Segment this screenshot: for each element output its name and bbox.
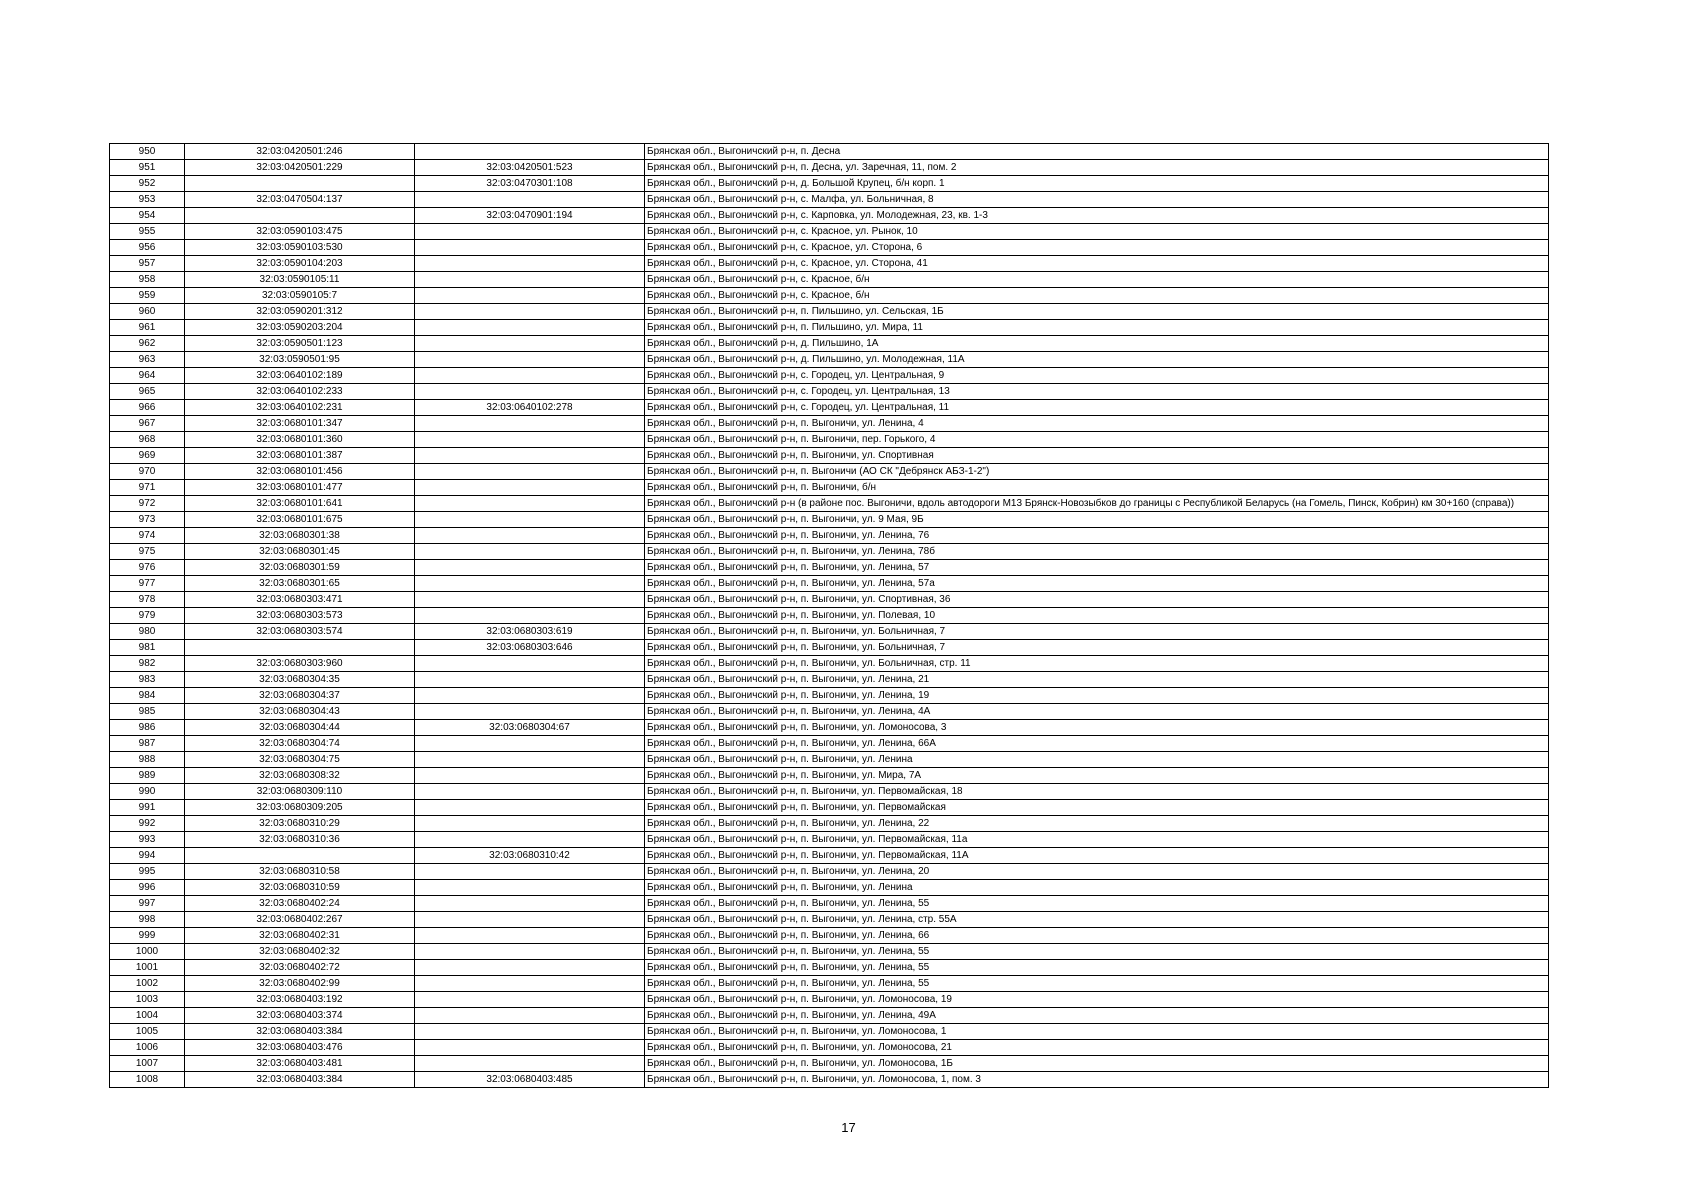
row-number-cell: 1002 xyxy=(110,976,185,992)
row-number-cell: 958 xyxy=(110,272,185,288)
building-number-cell: 32:03:0680304:67 xyxy=(415,720,645,736)
row-number-cell: 976 xyxy=(110,560,185,576)
building-number-cell xyxy=(415,320,645,336)
cadastral-number-cell: 32:03:0680402:24 xyxy=(185,896,415,912)
building-number-cell xyxy=(415,896,645,912)
cadastral-number-cell: 32:03:0680304:37 xyxy=(185,688,415,704)
address-cell: Брянская обл., Выгоничский р-н, п. Выгоничи (АО СК "Дебрянск АБЗ-1-2") xyxy=(645,464,1549,480)
table-row xyxy=(110,800,1549,816)
row-number-cell: 973 xyxy=(110,512,185,528)
table-row xyxy=(110,144,1549,160)
address-cell: Брянская обл., Выгоничский р-н, п. Выгоничи, ул. Ленина xyxy=(645,752,1549,768)
address-cell: Брянская обл., Выгоничский р-н, п. Десна, ул. Заречная, 11, пом. 2 xyxy=(645,160,1549,176)
cadastral-number-cell: 32:03:0680403:384 xyxy=(185,1072,415,1088)
address-cell: Брянская обл., Выгоничский р-н, с. Красное, б/н xyxy=(645,272,1549,288)
table-row xyxy=(110,864,1549,880)
address-cell: Брянская обл., Выгоничский р-н, п. Выгоничи, ул. Ломоносова, 19 xyxy=(645,992,1549,1008)
cadastral-number-cell: 32:03:0680301:65 xyxy=(185,576,415,592)
building-number-cell xyxy=(415,512,645,528)
building-number-cell xyxy=(415,928,645,944)
table-row xyxy=(110,208,1549,224)
building-number-cell xyxy=(415,752,645,768)
row-number-cell: 1006 xyxy=(110,1040,185,1056)
building-number-cell: 32:03:0680303:646 xyxy=(415,640,645,656)
cadastral-number-cell xyxy=(185,176,415,192)
building-number-cell xyxy=(415,192,645,208)
building-number-cell xyxy=(415,704,645,720)
building-number-cell xyxy=(415,576,645,592)
cadastral-number-cell: 32:03:0680402:32 xyxy=(185,944,415,960)
row-number-cell: 1005 xyxy=(110,1024,185,1040)
address-cell: Брянская обл., Выгоничский р-н, п. Десна xyxy=(645,144,1549,160)
cadastral-number-cell: 32:03:0590105:11 xyxy=(185,272,415,288)
row-number-cell: 1004 xyxy=(110,1008,185,1024)
cadastral-number-cell: 32:03:0680402:99 xyxy=(185,976,415,992)
table-row xyxy=(110,928,1549,944)
cadastral-number-cell: 32:03:0680304:74 xyxy=(185,736,415,752)
cadastral-number-cell: 32:03:0680101:360 xyxy=(185,432,415,448)
row-number-cell: 991 xyxy=(110,800,185,816)
cadastral-number-cell: 32:03:0680303:573 xyxy=(185,608,415,624)
row-number-cell: 979 xyxy=(110,608,185,624)
row-number-cell: 1007 xyxy=(110,1056,185,1072)
cadastral-number-cell: 32:03:0640102:233 xyxy=(185,384,415,400)
building-number-cell xyxy=(415,240,645,256)
row-number-cell: 981 xyxy=(110,640,185,656)
building-number-cell xyxy=(415,688,645,704)
building-number-cell xyxy=(415,1008,645,1024)
cadastral-number-cell xyxy=(185,208,415,224)
cadastral-number-cell: 32:03:0680101:675 xyxy=(185,512,415,528)
address-cell: Брянская обл., Выгоничский р-н, с. Городец, ул. Центральная, 11 xyxy=(645,400,1549,416)
building-number-cell xyxy=(415,736,645,752)
cadastral-number-cell: 32:03:0680310:59 xyxy=(185,880,415,896)
row-number-cell: 997 xyxy=(110,896,185,912)
building-number-cell xyxy=(415,288,645,304)
building-number-cell xyxy=(415,912,645,928)
cadastral-number-cell: 32:03:0590104:203 xyxy=(185,256,415,272)
address-cell: Брянская обл., Выгоничский р-н, п. Выгоничи, ул. Ленина, 66 xyxy=(645,928,1549,944)
cadastral-number-cell: 32:03:0640102:189 xyxy=(185,368,415,384)
address-cell: Брянская обл., Выгоничский р-н, п. Выгоничи, ул. Ленина, 20 xyxy=(645,864,1549,880)
table-row xyxy=(110,672,1549,688)
address-cell: Брянская обл., Выгоничский р-н, с. Красное, ул. Рынок, 10 xyxy=(645,224,1549,240)
building-number-cell xyxy=(415,352,645,368)
address-cell: Брянская обл., Выгоничский р-н, п. Выгоничи, ул. Ленина, 55 xyxy=(645,896,1549,912)
table-row xyxy=(110,592,1549,608)
address-cell: Брянская обл., Выгоничский р-н, с. Городец, ул. Центральная, 9 xyxy=(645,368,1549,384)
building-number-cell: 32:03:0470901:194 xyxy=(415,208,645,224)
cadastral-number-cell: 32:03:0470504:137 xyxy=(185,192,415,208)
building-number-cell xyxy=(415,880,645,896)
row-number-cell: 987 xyxy=(110,736,185,752)
table-row xyxy=(110,368,1549,384)
address-cell: Брянская обл., Выгоничский р-н, п. Выгоничи, ул. Ленина, 57а xyxy=(645,576,1549,592)
address-cell: Брянская обл., Выгоничский р-н, с. Красное, б/н xyxy=(645,288,1549,304)
address-cell: Брянская обл., Выгоничский р-н, п. Выгоничи, ул. Ленина, 49А xyxy=(645,1008,1549,1024)
cadastral-number-cell: 32:03:0680310:36 xyxy=(185,832,415,848)
cadastral-number-cell: 32:03:0680101:641 xyxy=(185,496,415,512)
building-number-cell xyxy=(415,976,645,992)
address-cell: Брянская обл., Выгоничский р-н, п. Выгоничи, ул. Ленина xyxy=(645,880,1549,896)
row-number-cell: 977 xyxy=(110,576,185,592)
table-row xyxy=(110,640,1549,656)
address-cell: Брянская обл., Выгоничский р-н, п. Выгоничи, ул. Полевая, 10 xyxy=(645,608,1549,624)
cadastral-number-cell: 32:03:0680101:477 xyxy=(185,480,415,496)
table-row xyxy=(110,704,1549,720)
address-cell: Брянская обл., Выгоничский р-н, д. Пильшино, ул. Молодежная, 11А xyxy=(645,352,1549,368)
address-cell: Брянская обл., Выгоничский р-н, п. Выгоничи, пер. Горького, 4 xyxy=(645,432,1549,448)
table-row xyxy=(110,688,1549,704)
building-number-cell xyxy=(415,672,645,688)
table-row xyxy=(110,416,1549,432)
row-number-cell: 998 xyxy=(110,912,185,928)
cadastral-number-cell: 32:03:0680403:476 xyxy=(185,1040,415,1056)
row-number-cell: 957 xyxy=(110,256,185,272)
row-number-cell: 967 xyxy=(110,416,185,432)
table-row xyxy=(110,1008,1549,1024)
building-number-cell: 32:03:0680403:485 xyxy=(415,1072,645,1088)
page-number: 17 xyxy=(841,1120,856,1135)
row-number-cell: 999 xyxy=(110,928,185,944)
row-number-cell: 951 xyxy=(110,160,185,176)
row-number-cell: 983 xyxy=(110,672,185,688)
building-number-cell xyxy=(415,960,645,976)
row-number-cell: 972 xyxy=(110,496,185,512)
table-row xyxy=(110,224,1549,240)
cadastral-number-cell: 32:03:0680309:110 xyxy=(185,784,415,800)
address-cell: Брянская обл., Выгоничский р-н, п. Выгоничи, ул. Ломоносова, 1, пом. 3 xyxy=(645,1072,1549,1088)
table-row xyxy=(110,992,1549,1008)
cadastral-number-cell: 32:03:0680403:374 xyxy=(185,1008,415,1024)
address-cell: Брянская обл., Выгоничский р-н, п. Выгоничи, ул. Спортивная xyxy=(645,448,1549,464)
table-row xyxy=(110,912,1549,928)
address-cell: Брянская обл., Выгоничский р-н, с. Карповка, ул. Молодежная, 23, кв. 1-3 xyxy=(645,208,1549,224)
building-number-cell: 32:03:0680310:42 xyxy=(415,848,645,864)
row-number-cell: 961 xyxy=(110,320,185,336)
table-row xyxy=(110,1072,1549,1088)
address-cell: Брянская обл., Выгоничский р-н, п. Выгоничи, б/н xyxy=(645,480,1549,496)
address-cell: Брянская обл., Выгоничский р-н, п. Выгоничи, ул. Ленина, 4 xyxy=(645,416,1549,432)
building-number-cell xyxy=(415,496,645,512)
row-number-cell: 975 xyxy=(110,544,185,560)
row-number-cell: 989 xyxy=(110,768,185,784)
address-cell: Брянская обл., Выгоничский р-н (в районе пос. Выгоничи, вдоль автодороги М13 Брянск-Новозыбков до границы с Республикой Беларусь (на Гомель, Пинск, Кобрин) км 30+160 (справа)) xyxy=(645,496,1549,512)
building-number-cell xyxy=(415,144,645,160)
table-row xyxy=(110,752,1549,768)
address-cell: Брянская обл., Выгоничский р-н, п. Выгоничи, ул. Ломоносова, 1 xyxy=(645,1024,1549,1040)
cadastral-number-cell: 32:03:0680303:574 xyxy=(185,624,415,640)
building-number-cell xyxy=(415,608,645,624)
table-row xyxy=(110,352,1549,368)
cadastral-number-cell: 32:03:0680402:31 xyxy=(185,928,415,944)
registry-table-body xyxy=(110,144,1549,1088)
table-row xyxy=(110,720,1549,736)
address-cell: Брянская обл., Выгоничский р-н, п. Выгоничи, ул. Ломоносова, 3 xyxy=(645,720,1549,736)
row-number-cell: 965 xyxy=(110,384,185,400)
row-number-cell: 993 xyxy=(110,832,185,848)
cadastral-number-cell: 32:03:0590501:95 xyxy=(185,352,415,368)
cadastral-number-cell: 32:03:0680101:387 xyxy=(185,448,415,464)
row-number-cell: 984 xyxy=(110,688,185,704)
row-number-cell: 970 xyxy=(110,464,185,480)
row-number-cell: 1000 xyxy=(110,944,185,960)
building-number-cell xyxy=(415,368,645,384)
address-cell: Брянская обл., Выгоничский р-н, д. Пильшино, 1А xyxy=(645,336,1549,352)
cadastral-number-cell: 32:03:0590103:530 xyxy=(185,240,415,256)
cadastral-number-cell xyxy=(185,640,415,656)
building-number-cell xyxy=(415,1040,645,1056)
table-row xyxy=(110,240,1549,256)
cadastral-number-cell: 32:03:0640102:231 xyxy=(185,400,415,416)
table-row xyxy=(110,272,1549,288)
building-number-cell xyxy=(415,448,645,464)
address-cell: Брянская обл., Выгоничский р-н, п. Выгоничи, ул. Ленина, 76 xyxy=(645,528,1549,544)
cadastral-number-cell: 32:03:0420501:246 xyxy=(185,144,415,160)
table-row xyxy=(110,848,1549,864)
cadastral-number-cell: 32:03:0590501:123 xyxy=(185,336,415,352)
table-row xyxy=(110,256,1549,272)
building-number-cell xyxy=(415,944,645,960)
address-cell: Брянская обл., Выгоничский р-н, п. Выгоничи, ул. Ленина, 66А xyxy=(645,736,1549,752)
cadastral-number-cell: 32:03:0680309:205 xyxy=(185,800,415,816)
building-number-cell xyxy=(415,800,645,816)
row-number-cell: 982 xyxy=(110,656,185,672)
building-number-cell xyxy=(415,816,645,832)
address-cell: Брянская обл., Выгоничский р-н, с. Малфа, ул. Больничная, 8 xyxy=(645,192,1549,208)
building-number-cell xyxy=(415,432,645,448)
table-row xyxy=(110,656,1549,672)
table-row xyxy=(110,896,1549,912)
building-number-cell xyxy=(415,272,645,288)
cadastral-number-cell: 32:03:0680403:384 xyxy=(185,1024,415,1040)
table-row xyxy=(110,1040,1549,1056)
building-number-cell xyxy=(415,464,645,480)
cadastral-number-cell: 32:03:0680403:481 xyxy=(185,1056,415,1072)
row-number-cell: 955 xyxy=(110,224,185,240)
table-row xyxy=(110,1056,1549,1072)
row-number-cell: 968 xyxy=(110,432,185,448)
address-cell: Брянская обл., Выгоничский р-н, п. Выгоничи, ул. Ломоносова, 1Б xyxy=(645,1056,1549,1072)
building-number-cell xyxy=(415,528,645,544)
building-number-cell: 32:03:0470301:108 xyxy=(415,176,645,192)
table-row xyxy=(110,608,1549,624)
table-row xyxy=(110,784,1549,800)
table-row xyxy=(110,320,1549,336)
address-cell: Брянская обл., Выгоничский р-н, п. Выгоничи, ул. Ленина, 19 xyxy=(645,688,1549,704)
row-number-cell: 966 xyxy=(110,400,185,416)
cadastral-number-cell xyxy=(185,848,415,864)
row-number-cell: 990 xyxy=(110,784,185,800)
table-row xyxy=(110,1024,1549,1040)
row-number-cell: 988 xyxy=(110,752,185,768)
cadastral-number-cell: 32:03:0680304:35 xyxy=(185,672,415,688)
row-number-cell: 974 xyxy=(110,528,185,544)
address-cell: Брянская обл., Выгоничский р-н, п. Выгоничи, ул. Ломоносова, 21 xyxy=(645,1040,1549,1056)
table-row xyxy=(110,832,1549,848)
table-row xyxy=(110,176,1549,192)
cadastral-number-cell: 32:03:0680403:192 xyxy=(185,992,415,1008)
row-number-cell: 994 xyxy=(110,848,185,864)
row-number-cell: 1001 xyxy=(110,960,185,976)
table-row xyxy=(110,192,1549,208)
cadastral-number-cell: 32:03:0680303:960 xyxy=(185,656,415,672)
building-number-cell: 32:03:0680303:619 xyxy=(415,624,645,640)
table-row xyxy=(110,560,1549,576)
address-cell: Брянская обл., Выгоничский р-н, п. Выгоничи, ул. Первомайская xyxy=(645,800,1549,816)
table-row xyxy=(110,480,1549,496)
address-cell: Брянская обл., Выгоничский р-н, с. Красное, ул. Сторона, 41 xyxy=(645,256,1549,272)
address-cell: Брянская обл., Выгоничский р-н, п. Выгоничи, ул. 9 Мая, 9Б xyxy=(645,512,1549,528)
cadastral-number-cell: 32:03:0420501:229 xyxy=(185,160,415,176)
row-number-cell: 952 xyxy=(110,176,185,192)
table-row xyxy=(110,400,1549,416)
row-number-cell: 995 xyxy=(110,864,185,880)
cadastral-number-cell: 32:03:0680308:32 xyxy=(185,768,415,784)
row-number-cell: 969 xyxy=(110,448,185,464)
address-cell: Брянская обл., Выгоничский р-н, п. Выгоничи, ул. Первомайская, 11А xyxy=(645,848,1549,864)
address-cell: Брянская обл., Выгоничский р-н, п. Выгоничи, ул. Первомайская, 18 xyxy=(645,784,1549,800)
address-cell: Брянская обл., Выгоничский р-н, п. Выгоничи, ул. Ленина, 22 xyxy=(645,816,1549,832)
row-number-cell: 978 xyxy=(110,592,185,608)
address-cell: Брянская обл., Выгоничский р-н, п. Пильшино, ул. Сельская, 1Б xyxy=(645,304,1549,320)
registry-table xyxy=(109,143,1549,1088)
address-cell: Брянская обл., Выгоничский р-н, п. Выгоничи, ул. Ленина, 55 xyxy=(645,976,1549,992)
address-cell: Брянская обл., Выгоничский р-н, п. Выгоничи, ул. Больничная, 7 xyxy=(645,640,1549,656)
row-number-cell: 986 xyxy=(110,720,185,736)
row-number-cell: 950 xyxy=(110,144,185,160)
table-row xyxy=(110,816,1549,832)
table-row xyxy=(110,976,1549,992)
building-number-cell xyxy=(415,256,645,272)
building-number-cell xyxy=(415,592,645,608)
address-cell: Брянская обл., Выгоничский р-н, п. Выгоничи, ул. Ленина, 78б xyxy=(645,544,1549,560)
building-number-cell xyxy=(415,992,645,1008)
row-number-cell: 954 xyxy=(110,208,185,224)
address-cell: Брянская обл., Выгоничский р-н, с. Городец, ул. Центральная, 13 xyxy=(645,384,1549,400)
cadastral-number-cell: 32:03:0680304:44 xyxy=(185,720,415,736)
building-number-cell xyxy=(415,544,645,560)
building-number-cell xyxy=(415,224,645,240)
address-cell: Брянская обл., Выгоничский р-н, п. Выгоничи, ул. Больничная, 7 xyxy=(645,624,1549,640)
row-number-cell: 1008 xyxy=(110,1072,185,1088)
table-row xyxy=(110,528,1549,544)
cadastral-number-cell: 32:03:0590103:475 xyxy=(185,224,415,240)
address-cell: Брянская обл., Выгоничский р-н, д. Большой Крупец, б/н корп. 1 xyxy=(645,176,1549,192)
table-row xyxy=(110,736,1549,752)
row-number-cell: 960 xyxy=(110,304,185,320)
building-number-cell xyxy=(415,480,645,496)
building-number-cell: 32:03:0640102:278 xyxy=(415,400,645,416)
row-number-cell: 1003 xyxy=(110,992,185,1008)
cadastral-number-cell: 32:03:0680101:456 xyxy=(185,464,415,480)
row-number-cell: 959 xyxy=(110,288,185,304)
building-number-cell xyxy=(415,384,645,400)
table-row xyxy=(110,432,1549,448)
table-row xyxy=(110,960,1549,976)
row-number-cell: 956 xyxy=(110,240,185,256)
table-row xyxy=(110,288,1549,304)
cadastral-number-cell: 32:03:0680301:45 xyxy=(185,544,415,560)
cadastral-number-cell: 32:03:0680303:471 xyxy=(185,592,415,608)
building-number-cell xyxy=(415,560,645,576)
building-number-cell xyxy=(415,304,645,320)
table-row xyxy=(110,544,1549,560)
building-number-cell xyxy=(415,656,645,672)
row-number-cell: 964 xyxy=(110,368,185,384)
row-number-cell: 980 xyxy=(110,624,185,640)
address-cell: Брянская обл., Выгоничский р-н, п. Выгоничи, ул. Первомайская, 11а xyxy=(645,832,1549,848)
cadastral-number-cell: 32:03:0680310:58 xyxy=(185,864,415,880)
table-row xyxy=(110,384,1549,400)
table-row xyxy=(110,448,1549,464)
address-cell: Брянская обл., Выгоничский р-н, п. Выгоничи, ул. Больничная, стр. 11 xyxy=(645,656,1549,672)
building-number-cell xyxy=(415,336,645,352)
address-cell: Брянская обл., Выгоничский р-н, п. Выгоничи, ул. Ленина, 55 xyxy=(645,944,1549,960)
row-number-cell: 963 xyxy=(110,352,185,368)
building-number-cell xyxy=(415,1056,645,1072)
table-row xyxy=(110,160,1549,176)
table-row xyxy=(110,624,1549,640)
cadastral-number-cell: 32:03:0590201:312 xyxy=(185,304,415,320)
address-cell: Брянская обл., Выгоничский р-н, п. Выгоничи, ул. Ленина, стр. 55А xyxy=(645,912,1549,928)
cadastral-number-cell: 32:03:0680301:38 xyxy=(185,528,415,544)
address-cell: Брянская обл., Выгоничский р-н, п. Выгоничи, ул. Ленина, 4А xyxy=(645,704,1549,720)
row-number-cell: 953 xyxy=(110,192,185,208)
building-number-cell xyxy=(415,784,645,800)
cadastral-number-cell: 32:03:0680402:72 xyxy=(185,960,415,976)
cadastral-number-cell: 32:03:0590203:204 xyxy=(185,320,415,336)
cadastral-number-cell: 32:03:0680402:267 xyxy=(185,912,415,928)
table-row xyxy=(110,944,1549,960)
building-number-cell xyxy=(415,768,645,784)
row-number-cell: 985 xyxy=(110,704,185,720)
address-cell: Брянская обл., Выгоничский р-н, п. Выгоничи, ул. Спортивная, 36 xyxy=(645,592,1549,608)
address-cell: Брянская обл., Выгоничский р-н, п. Выгоничи, ул. Ленина, 55 xyxy=(645,960,1549,976)
table-row xyxy=(110,336,1549,352)
building-number-cell xyxy=(415,416,645,432)
row-number-cell: 992 xyxy=(110,816,185,832)
address-cell: Брянская обл., Выгоничский р-н, п. Выгоничи, ул. Ленина, 57 xyxy=(645,560,1549,576)
table-row xyxy=(110,496,1549,512)
table-row xyxy=(110,880,1549,896)
building-number-cell xyxy=(415,832,645,848)
address-cell: Брянская обл., Выгоничский р-н, с. Красное, ул. Сторона, 6 xyxy=(645,240,1549,256)
building-number-cell: 32:03:0420501:523 xyxy=(415,160,645,176)
table-row xyxy=(110,304,1549,320)
cadastral-number-cell: 32:03:0680304:43 xyxy=(185,704,415,720)
cadastral-number-cell: 32:03:0680304:75 xyxy=(185,752,415,768)
cadastral-number-cell: 32:03:0680310:29 xyxy=(185,816,415,832)
address-cell: Брянская обл., Выгоничский р-н, п. Выгоничи, ул. Ленина, 21 xyxy=(645,672,1549,688)
table-row xyxy=(110,576,1549,592)
address-cell: Брянская обл., Выгоничский р-н, п. Пильшино, ул. Мира, 11 xyxy=(645,320,1549,336)
table-row xyxy=(110,464,1549,480)
table-row xyxy=(110,768,1549,784)
row-number-cell: 996 xyxy=(110,880,185,896)
row-number-cell: 962 xyxy=(110,336,185,352)
address-cell: Брянская обл., Выгоничский р-н, п. Выгоничи, ул. Мира, 7А xyxy=(645,768,1549,784)
row-number-cell: 971 xyxy=(110,480,185,496)
table-row xyxy=(110,512,1549,528)
cadastral-number-cell: 32:03:0680101:347 xyxy=(185,416,415,432)
building-number-cell xyxy=(415,864,645,880)
building-number-cell xyxy=(415,1024,645,1040)
cadastral-number-cell: 32:03:0680301:59 xyxy=(185,560,415,576)
cadastral-number-cell: 32:03:0590105:7 xyxy=(185,288,415,304)
